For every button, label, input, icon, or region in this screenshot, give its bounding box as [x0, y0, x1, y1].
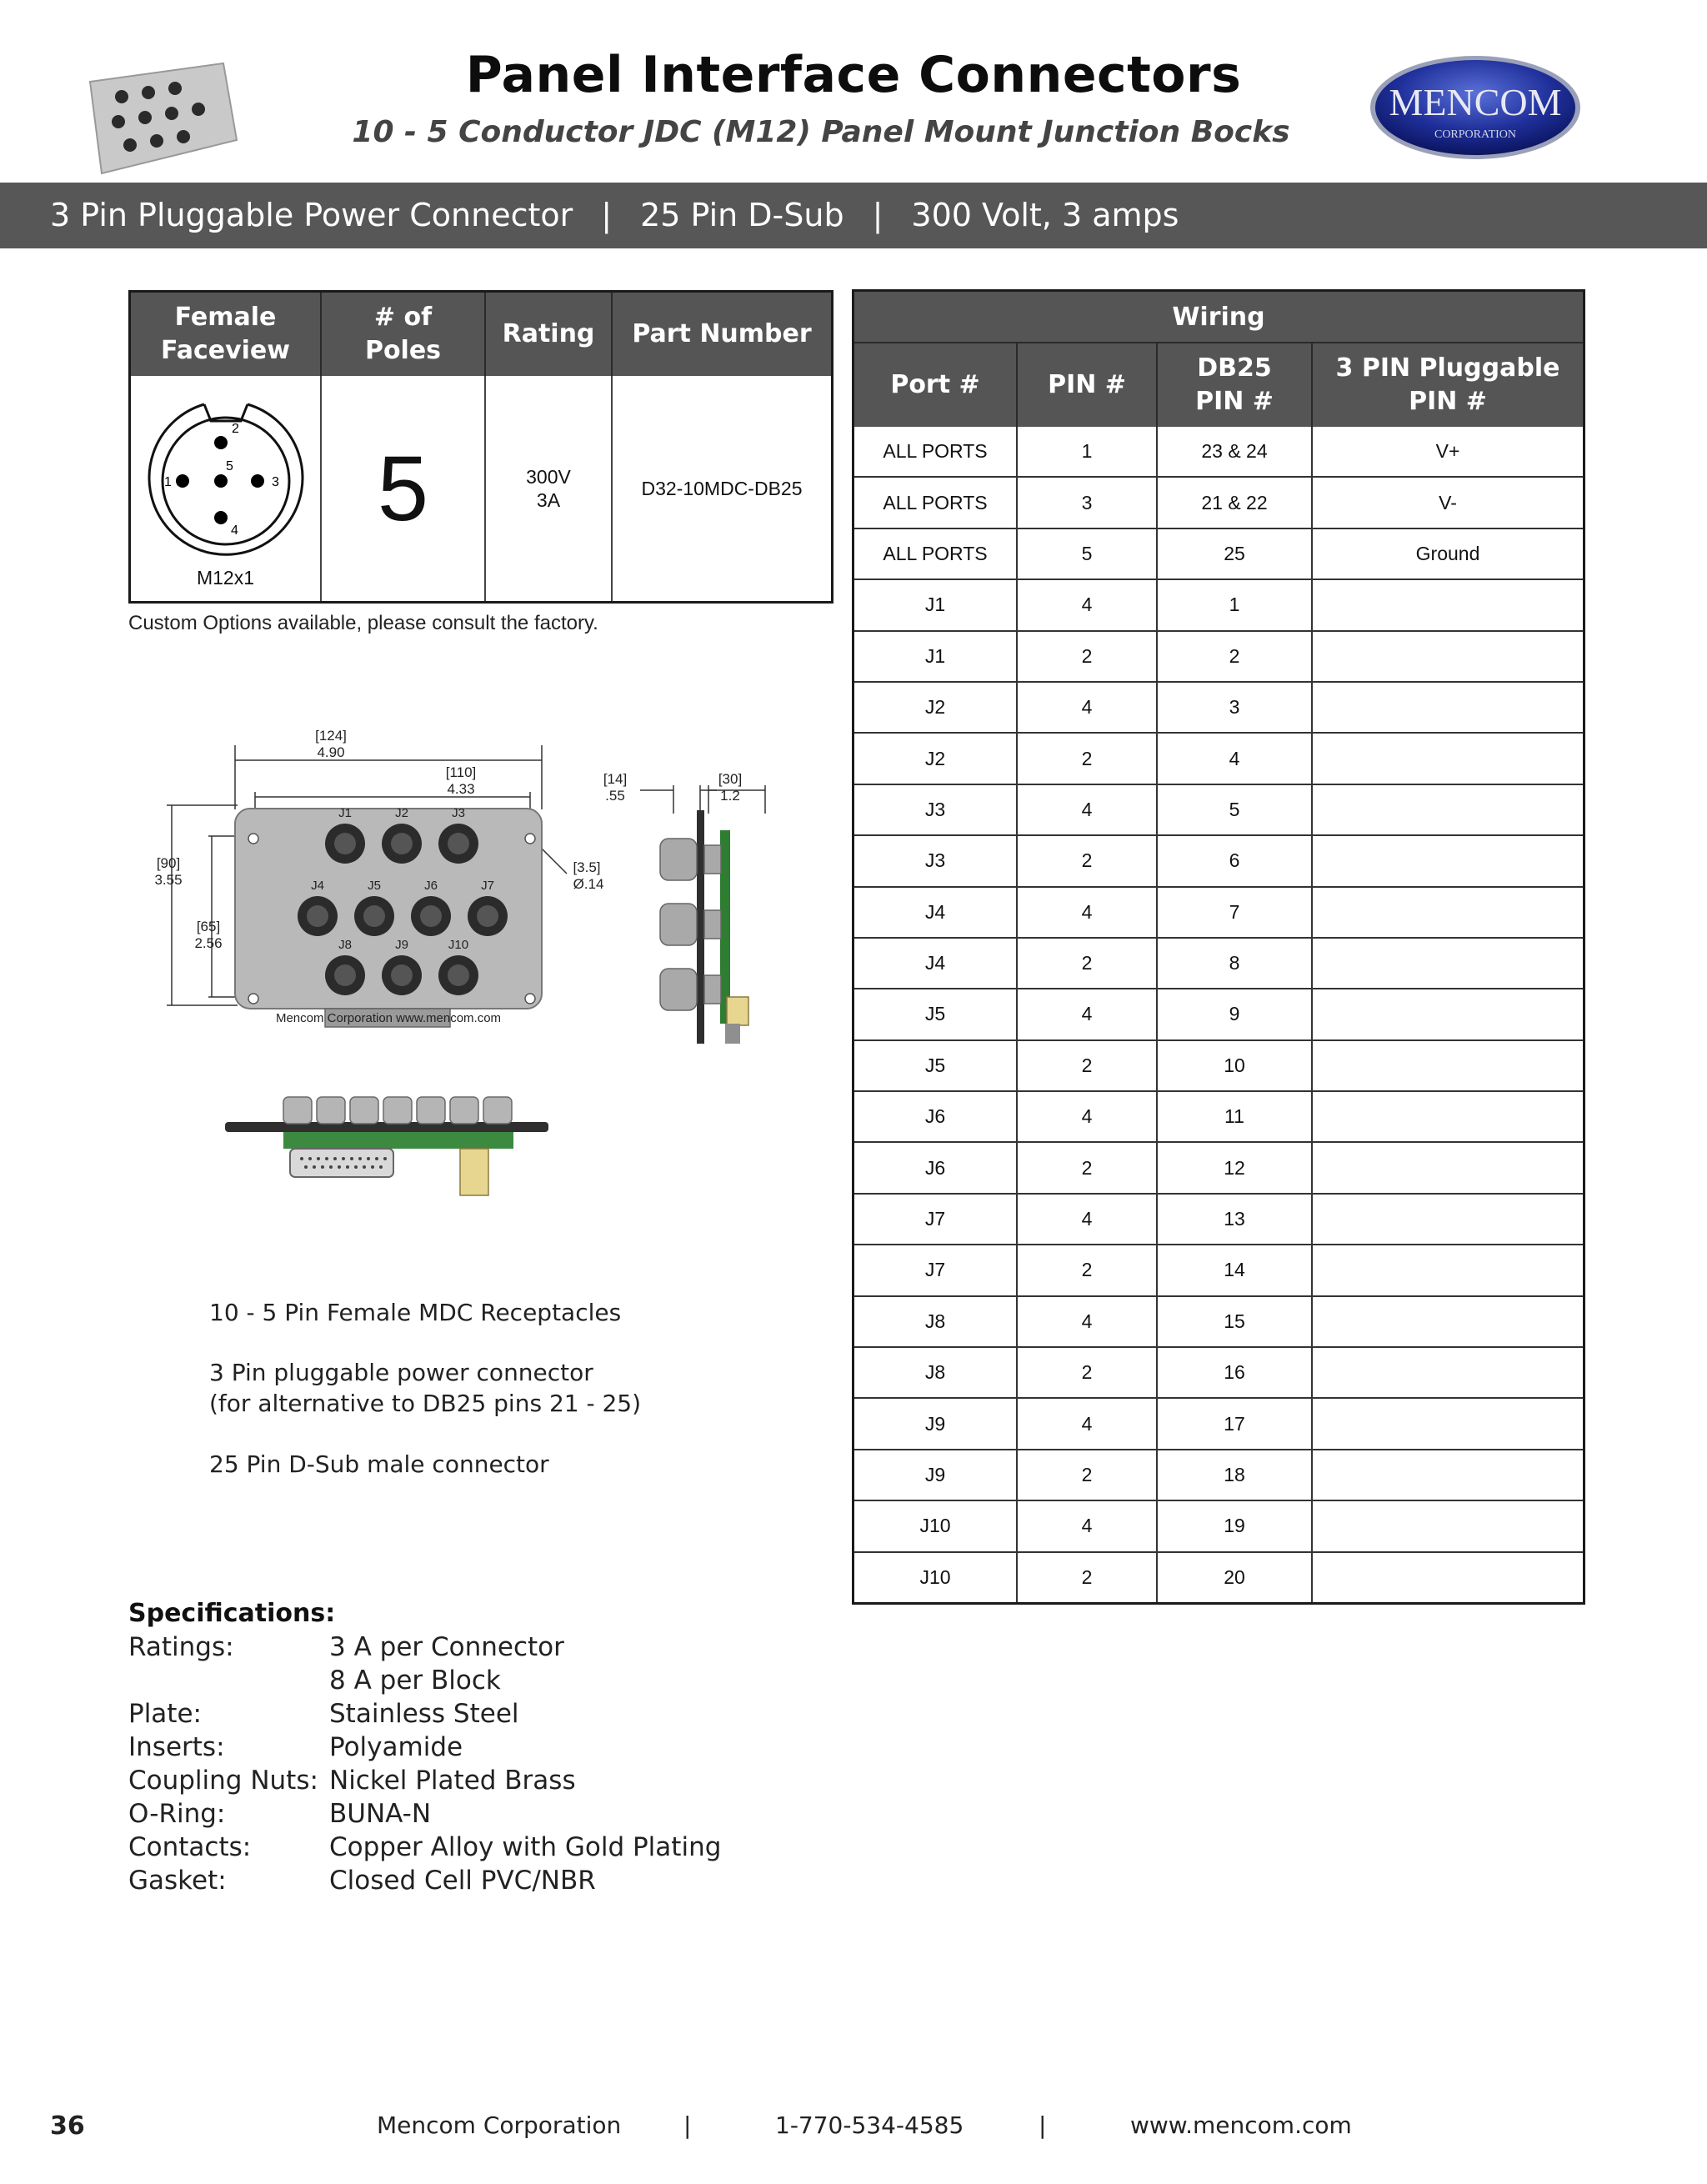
bottom-view-drawing [225, 1084, 558, 1217]
wiring-pluggable-pin [1312, 579, 1584, 630]
wiring-port: J10 [854, 1552, 1018, 1604]
wiring-pin: 2 [1017, 1040, 1157, 1091]
wiring-port: J6 [854, 1091, 1018, 1142]
pin-label-2: 2 [232, 422, 239, 436]
wiring-pin: 4 [1017, 579, 1157, 630]
wiring-db25-pin: 13 [1157, 1194, 1312, 1245]
wiring-pin: 2 [1017, 835, 1157, 886]
product-row [130, 376, 833, 603]
col-header-pluggable: 3 PIN Pluggable PIN # [1312, 343, 1584, 427]
wiring-pin: 3 [1017, 477, 1157, 528]
spec-label: Coupling Nuts: [128, 1766, 318, 1796]
wiring-pluggable-pin [1312, 1552, 1584, 1604]
pin-label-4: 4 [231, 523, 238, 538]
rating-current: 3A [536, 489, 561, 511]
footer-website[interactable]: www.mencom.com [1130, 2111, 1352, 2139]
spec-value: Nickel Plated Brass [329, 1766, 576, 1796]
spec-row [128, 1699, 519, 1729]
wiring-db25-pin: 16 [1157, 1347, 1312, 1398]
receptacle-insert [391, 964, 413, 986]
wiring-port: J7 [854, 1245, 1018, 1295]
wiring-pin: 4 [1017, 887, 1157, 938]
banner-item-power: 3 Pin Pluggable Power Connector [50, 197, 573, 233]
wiring-pluggable-pin [1312, 989, 1584, 1039]
wiring-pluggable-pin [1312, 1040, 1584, 1091]
wiring-db25-pin: 18 [1157, 1450, 1312, 1500]
side-dimension-drawing [590, 764, 773, 1055]
col-header-part-number: Part Number [612, 292, 833, 377]
wiring-pin: 4 [1017, 989, 1157, 1039]
wiring-pluggable-pin [1312, 1296, 1584, 1347]
wiring-db25-pin: 9 [1157, 989, 1312, 1039]
spec-row [128, 1732, 463, 1762]
wiring-pluggable-pin [1312, 1142, 1584, 1193]
port-label: J6 [424, 879, 438, 893]
wiring-pin: 2 [1017, 1450, 1157, 1500]
wiring-pluggable-pin [1312, 887, 1584, 938]
wiring-pin: 4 [1017, 1398, 1157, 1449]
spec-label: O-Ring: [128, 1799, 226, 1829]
receptacle-insert [448, 833, 469, 854]
wiring-port: J3 [854, 784, 1018, 835]
wiring-db25-pin: 25 [1157, 528, 1312, 579]
part-number-cell: D32-10MDC-DB25 [641, 478, 803, 499]
dim-label-124: [124] [315, 728, 347, 744]
banner-item-rating: 300 Volt, 3 amps [911, 197, 1179, 233]
receptacle-insert [307, 905, 328, 927]
wiring-pin: 2 [1017, 938, 1157, 989]
dim-label-35: [3.5] [573, 859, 601, 875]
dim-label-110: [110] [445, 764, 477, 780]
wiring-row [854, 682, 1584, 733]
receptacle-insert [334, 964, 356, 986]
wiring-port: J7 [854, 1194, 1018, 1245]
port-label: J5 [368, 879, 381, 893]
wiring-row [854, 427, 1584, 477]
dim-label-14: [14] [603, 771, 628, 787]
col-header-port: Port # [854, 343, 1018, 427]
wiring-pin: 2 [1017, 733, 1157, 784]
wiring-port: J2 [854, 733, 1018, 784]
wiring-pluggable-pin [1312, 1398, 1584, 1449]
port-label: J7 [481, 879, 494, 893]
wiring-row [854, 631, 1584, 682]
spec-label: Ratings: [128, 1632, 234, 1662]
banner-separator: | [872, 197, 884, 233]
port-label: J1 [338, 806, 352, 820]
wiring-db25-pin: 19 [1157, 1500, 1312, 1551]
pin-label-3: 3 [272, 475, 279, 489]
dim-label-490: 4.90 [317, 744, 345, 760]
feature-pluggable-note: (for alternative to DB25 pins 21 - 25) [209, 1390, 642, 1417]
wiring-pin: 4 [1017, 1091, 1157, 1142]
wiring-row [854, 579, 1584, 630]
wiring-port: ALL PORTS [854, 528, 1018, 579]
wiring-port: J2 [854, 682, 1018, 733]
wiring-port: ALL PORTS [854, 477, 1018, 528]
wiring-pluggable-pin: V+ [1435, 440, 1460, 463]
wiring-pin: 2 [1017, 1245, 1157, 1295]
wiring-pluggable-pin [1312, 784, 1584, 835]
wiring-db25-pin: 12 [1157, 1142, 1312, 1193]
wiring-port: J9 [854, 1398, 1018, 1449]
logo-text: MENCOM [1389, 81, 1562, 123]
spec-value: Closed Cell PVC/NBR [329, 1866, 596, 1896]
spec-row [128, 1799, 431, 1829]
spec-value: BUNA-N [329, 1799, 432, 1829]
wiring-pin: 2 [1017, 1142, 1157, 1193]
banner-item-dsub: 25 Pin D-Sub [640, 197, 844, 233]
wiring-port: J8 [854, 1296, 1018, 1347]
wiring-pluggable-pin [1312, 733, 1584, 784]
wiring-row [854, 1091, 1584, 1142]
page-number: 36 [50, 2111, 85, 2141]
wiring-pin: 2 [1017, 631, 1157, 682]
wiring-db25-pin: 1 [1157, 579, 1312, 630]
wiring-pin: 1 [1017, 427, 1157, 477]
wiring-title: Wiring [854, 291, 1584, 343]
spec-banner-text [50, 197, 1179, 233]
wiring-row [854, 1194, 1584, 1245]
port-label: J9 [395, 938, 408, 952]
port-label: J4 [311, 879, 324, 893]
receptacle-insert [391, 833, 413, 854]
spec-value: Stainless Steel [329, 1699, 519, 1729]
wiring-db25-pin: 8 [1157, 938, 1312, 989]
spec-label: Gasket: [128, 1866, 227, 1896]
spec-row [128, 1666, 501, 1696]
wiring-pluggable-pin [1312, 1450, 1584, 1500]
spec-value: Polyamide [329, 1732, 463, 1762]
banner-separator: | [601, 197, 613, 233]
receptacle-insert [334, 833, 356, 854]
dim-label-355: 3.55 [154, 872, 183, 888]
spec-value: 8 A per Block [329, 1666, 501, 1696]
wiring-port: J10 [854, 1500, 1018, 1551]
col-header-db25: DB25 PIN # [1157, 343, 1312, 427]
custom-options-note: Custom Options available, please consult the factory. [128, 612, 598, 634]
wiring-row [854, 1296, 1584, 1347]
wiring-port: J9 [854, 1450, 1018, 1500]
wiring-pin: 5 [1017, 528, 1157, 579]
feature-pluggable: 3 Pin pluggable power connector [209, 1359, 593, 1386]
wiring-row [854, 835, 1584, 886]
dim-label-12: 1.2 [720, 788, 740, 804]
wiring-row [854, 733, 1584, 784]
rating-cell [485, 376, 612, 603]
wiring-port: J4 [854, 887, 1018, 938]
wiring-pluggable-pin [1312, 835, 1584, 886]
wiring-pluggable-pin [1312, 1347, 1584, 1398]
wiring-row [854, 528, 1584, 579]
port-label: J10 [448, 938, 469, 952]
wiring-port: J6 [854, 1142, 1018, 1193]
spec-label: Inserts: [128, 1732, 225, 1762]
wiring-row [854, 1500, 1584, 1551]
wiring-pluggable-pin [1312, 1500, 1584, 1551]
wiring-db25-pin: 21 & 22 [1157, 477, 1312, 528]
wiring-port: ALL PORTS [854, 427, 1018, 477]
wiring-port: J4 [854, 938, 1018, 989]
wiring-row [854, 938, 1584, 989]
wiring-db25-pin: 15 [1157, 1296, 1312, 1347]
wiring-db25-pin: 23 & 24 [1157, 427, 1312, 477]
mencom-logo [1367, 52, 1584, 164]
spec-row [128, 1866, 596, 1896]
front-dimension-drawing [142, 722, 628, 1055]
wiring-db25-pin: 3 [1157, 682, 1312, 733]
wiring-db25-pin: 2 [1157, 631, 1312, 682]
wiring-pin: 4 [1017, 1194, 1157, 1245]
dim-label-65: [65] [196, 919, 221, 934]
wiring-port: J5 [854, 989, 1018, 1039]
dim-label-30: [30] [718, 771, 743, 787]
wiring-row [854, 1552, 1584, 1604]
wiring-pin: 4 [1017, 1500, 1157, 1551]
wiring-db25-pin: 14 [1157, 1245, 1312, 1295]
dim-label-014: Ø.14 [573, 876, 604, 892]
wiring-pluggable-pin [1312, 1091, 1584, 1142]
wiring-row [854, 477, 1584, 528]
wiring-port: J3 [854, 835, 1018, 886]
port-label: J8 [338, 938, 352, 952]
footer-separator: | [1039, 2111, 1047, 2139]
receptacle-insert [420, 905, 442, 927]
wiring-row [854, 1450, 1584, 1500]
wiring-pin: 2 [1017, 1347, 1157, 1398]
wiring-db25-pin: 6 [1157, 835, 1312, 886]
wiring-row [854, 887, 1584, 938]
wiring-pluggable-pin [1312, 1245, 1584, 1295]
footer-company: Mencom Corporation [377, 2111, 622, 2139]
faceview-cell [130, 376, 322, 603]
col-header-faceview: Female Faceview [130, 292, 322, 377]
page-title: Panel Interface Connectors [465, 46, 1242, 104]
dim-label-433: 4.33 [447, 781, 475, 797]
wiring-row [854, 989, 1584, 1039]
spec-label: Contacts: [128, 1832, 252, 1862]
footer-phone: 1-770-534-4585 [775, 2111, 964, 2139]
wiring-row [854, 1398, 1584, 1449]
wiring-pin: 4 [1017, 784, 1157, 835]
spec-row [128, 1632, 564, 1662]
wiring-db25-pin: 4 [1157, 733, 1312, 784]
m12-female-faceview-diagram [143, 393, 309, 559]
wiring-pluggable-pin [1312, 682, 1584, 733]
port-label: J3 [452, 806, 465, 820]
wiring-port: J8 [854, 1347, 1018, 1398]
wiring-db25-pin: 11 [1157, 1091, 1312, 1142]
wiring-pluggable-pin: Ground [1312, 528, 1584, 579]
wiring-row [854, 1245, 1584, 1295]
wiring-db25-pin: 7 [1157, 887, 1312, 938]
footer-separator: | [683, 2111, 692, 2139]
wiring-pin: 2 [1017, 1552, 1157, 1604]
spec-value: Copper Alloy with Gold Plating [329, 1832, 722, 1862]
wiring-body [854, 427, 1584, 1603]
wiring-row [854, 784, 1584, 835]
pin-label-1: 1 [164, 475, 172, 489]
logo-subtext: CORPORATION [1434, 128, 1517, 141]
dim-label-256: 2.56 [194, 935, 223, 951]
wiring-port: J1 [854, 631, 1018, 682]
spec-row [128, 1766, 576, 1796]
wiring-pluggable-pin [1312, 631, 1584, 682]
feature-receptacles: 10 - 5 Pin Female MDC Receptacles [209, 1299, 622, 1326]
wiring-pluggable-pin [1312, 938, 1584, 989]
poles-value: 5 [377, 437, 429, 540]
spec-row [128, 1832, 721, 1862]
specifications-title: Specifications: [128, 1599, 336, 1628]
wiring-db25-pin: 17 [1157, 1398, 1312, 1449]
wiring-pluggable-pin: V- [1312, 477, 1584, 528]
receptacle-insert [363, 905, 385, 927]
rating-voltage: 300V [526, 466, 571, 488]
wiring-db25-pin: 5 [1157, 784, 1312, 835]
receptacle-insert [448, 964, 469, 986]
wiring-row [854, 1142, 1584, 1193]
col-header-rating: Rating [485, 292, 612, 377]
col-header-pin: PIN # [1017, 343, 1157, 427]
wiring-pin: 4 [1017, 1296, 1157, 1347]
page-subtitle: 10 - 5 Conductor JDC (M12) Panel Mount Junction Bocks [352, 115, 1290, 149]
wiring-row [854, 1347, 1584, 1398]
col-header-poles: # of Poles [321, 292, 485, 377]
wiring-pin: 4 [1017, 682, 1157, 733]
pin-label-5: 5 [226, 459, 233, 473]
dim-label-055: .55 [605, 788, 625, 804]
wiring-row [854, 1040, 1584, 1091]
receptacle-insert [477, 905, 498, 927]
port-label: J2 [395, 806, 408, 820]
wiring-db25-pin: 20 [1157, 1552, 1312, 1604]
wiring-pluggable-pin [1312, 1194, 1584, 1245]
spec-label: Plate: [128, 1699, 202, 1729]
wiring-port: J1 [854, 579, 1018, 630]
wiring-port: J5 [854, 1040, 1018, 1091]
dim-label-90: [90] [156, 855, 181, 871]
poles-cell [321, 376, 485, 603]
faceview-label: M12x1 [196, 567, 255, 589]
wiring-db25-pin: 10 [1157, 1040, 1312, 1091]
spec-value: 3 A per Connector [329, 1632, 564, 1662]
wiring-table [852, 289, 1585, 1605]
plate-text: Mencom Corporation www.mencom.com [275, 1011, 502, 1025]
product-table [128, 290, 833, 604]
feature-dsub: 25 Pin D-Sub male connector [209, 1450, 549, 1478]
